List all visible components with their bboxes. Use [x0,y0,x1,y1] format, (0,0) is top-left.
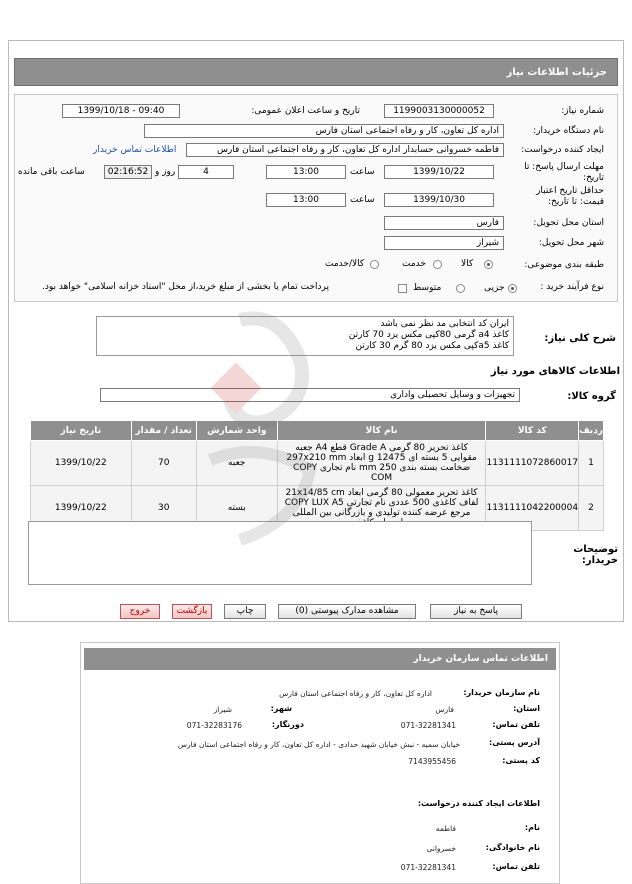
creator-value: فاطمه خسروانی حسابدار اداره کل تعاون، کار و رفاه اجتماعی استان فارس [186,143,504,157]
creator-phone-label: تلفن تماس: [492,862,540,871]
cell-unit: بسته [196,486,277,531]
announce-label: تاریخ و ساعت اعلان عمومی: [251,106,360,116]
need-no-label: شماره نیاز: [561,106,604,116]
cell-row: 2 [579,486,604,531]
contact-city-value: شیراز [213,705,232,714]
buyer-notes-box [28,521,532,585]
process-note: پرداخت تمام یا بخشی از مبلغ خرید،از محل "اسناد خزانه اسلامی" خواهد بود. [42,282,330,292]
province-value: فارس [384,216,504,230]
contact-postal-value: 7143955456 [408,757,456,766]
notes-label: توضیحات خریدار: [573,544,618,566]
contact-city-label: شهر: [270,704,292,713]
process-radio-minor[interactable] [508,284,517,293]
buyer-org-value: اداره کل تعاون، کار و رفاه اجتماعی استان فارس [144,124,504,138]
back-button[interactable]: بازگشت [172,604,212,619]
cell-row: 1 [579,441,604,486]
creator-phone-value: 071-32281341 [400,863,456,872]
col-header-unit: واحد شمارش [196,421,277,441]
creator-first-name-label: نام: [524,823,540,832]
description-line: کاغذ a5کپی مکس یزد 80 گرم 30 کارتن [355,341,509,351]
description-line: ایران کد انتخابی مد نظر نمی باشد [380,319,509,329]
col-header-name: نام کالا [277,421,486,441]
process-label: نوع فرآیند خرید : [540,282,604,292]
process-option-medium: متوسط [413,283,442,293]
exit-button[interactable]: خروج [120,604,160,619]
cell-date: 1399/10/22 [31,441,132,486]
cell-code: 1131111072860017 [486,441,579,486]
days-value: 4 [178,165,234,179]
deadline-label: مهلت ارسال پاسخ: تا تاریخ: [524,162,604,183]
description-box [96,316,514,356]
remaining-time: 02:16:52 [104,165,152,179]
cell-unit: جعبه [196,441,277,486]
col-header-code: کد کالا [486,421,579,441]
contact-address-label: آدرس پستی: [489,738,540,747]
need-no-value: 1199003130000052 [384,104,494,118]
creator-label: ایجاد کننده درخواست: [521,145,604,155]
creator-last-name-label: نام خانوادگی: [485,843,540,852]
cell-name: کاغذ تحریر معمولی 80 گرمی ابعاد 21x14/85 cm لفاف کاغذی 500 عددی نام تجارتی COPY LUX A5 مرجع عرضه کننده تولیدی و بازرگانی بین المللی [277,486,486,531]
reply-button[interactable]: پاسخ به نیاز [430,604,522,619]
creator-last-name-value: خسروانی [426,844,456,853]
cell-date: 1399/10/22 [31,486,132,531]
validity-time: 13:00 [266,193,346,207]
creator-section-title: اطلاعات ایجاد کننده درخواست: [417,799,540,808]
goods-group-label: گروه کالا: [567,391,616,402]
contact-org-label: نام سازمان خریدار: [463,688,540,697]
remaining-label: ساعت باقی مانده [18,167,85,177]
contact-address-value: خیابان سمیه - نبش خیابان شهید حدادی - اداره کل تعاون، کار و رفاه اجتماعی استان فارس [177,740,460,749]
category-option-goods: کالا [461,259,474,269]
contact-fax-label: دورنگار: [271,720,304,729]
city-label: شهر محل تحویل: [538,238,604,248]
contact-province-value: فارس [435,705,454,714]
contact-phone-label: تلفن تماس: [492,720,540,729]
category-radio-service[interactable] [433,260,442,269]
col-header-qty: تعداد / مقدار [131,421,196,441]
days-label: روز و [155,167,176,177]
cell-qty: 70 [131,441,196,486]
cell-code: 1131111042200004 [486,486,579,531]
description-label: شرح کلی نیاز: [544,333,616,344]
contact-org-value: اداره کل تعاون، کار و رفاه اجتماعی استان فارس [279,689,432,698]
category-option-goods-service: کالا/خدمت [325,259,365,269]
attachments-button[interactable]: مشاهده مدارک پیوستی (0) [278,604,416,619]
goods-group-value: تجهیزات و وسایل تحصیلی واداری [100,388,520,402]
goods-table [30,420,604,531]
category-radio-goods[interactable] [484,260,493,269]
col-header-date: تاریخ نیاز [31,421,132,441]
deadline-time-label: ساعت [350,167,375,177]
process-radio-medium[interactable] [456,284,465,293]
contact-province-label: استان: [513,704,540,713]
table-row[interactable] [31,441,604,486]
buyer-contact-link[interactable]: اطلاعات تماس خریدار [93,145,177,155]
treasury-checkbox[interactable] [398,284,407,293]
deadline-date: 1399/10/22 [384,165,494,179]
description-line: کاغذ a4 گرمی 80کپی مکس یزد 70 کارتن [348,330,509,340]
validity-label: حداقل تاریخ اعتبار قیمت: تا تاریخ: [536,186,604,207]
category-radio-goods-service[interactable] [370,260,379,269]
validity-time-label: ساعت [350,195,375,205]
category-label: طبقه بندی موضوعی: [524,260,604,270]
contact-fax-value: 071-32283176 [186,721,242,730]
cell-name: کاغذ تحریر 80 گرمی Grade A قطع A4 جعبه مقوایی 5 بسته ای 12475 g ابعاد 297x210 mm ضخامت بسته بندی 250 mm نام تجاری COPY COM [277,441,486,486]
col-header-row: ردیف [579,421,604,441]
print-button[interactable]: چاپ [224,604,266,619]
goods-section-title: اطلاعات کالاهای مورد نیاز [490,366,620,377]
page-title: جزئیات اطلاعات نیاز [14,58,618,86]
validity-date: 1399/10/30 [384,193,494,207]
creator-first-name-value: فاطمه [435,824,456,833]
contact-phone-value: 071-32281341 [400,721,456,730]
province-label: استان محل تحویل: [533,218,604,228]
deadline-time: 13:00 [266,165,346,179]
announce-value: 1399/10/18 - 09:40 [62,104,180,118]
city-value: شیراز [384,236,504,250]
buyer-org-label: نام دستگاه خریدار: [533,126,604,136]
category-option-service: خدمت [402,259,426,269]
cell-qty: 30 [131,486,196,531]
contact-postal-label: کد پستی: [502,756,540,765]
contact-header: اطلاعات تماس سازمان خریدار [84,648,556,670]
process-option-minor: جزیی [484,283,505,293]
